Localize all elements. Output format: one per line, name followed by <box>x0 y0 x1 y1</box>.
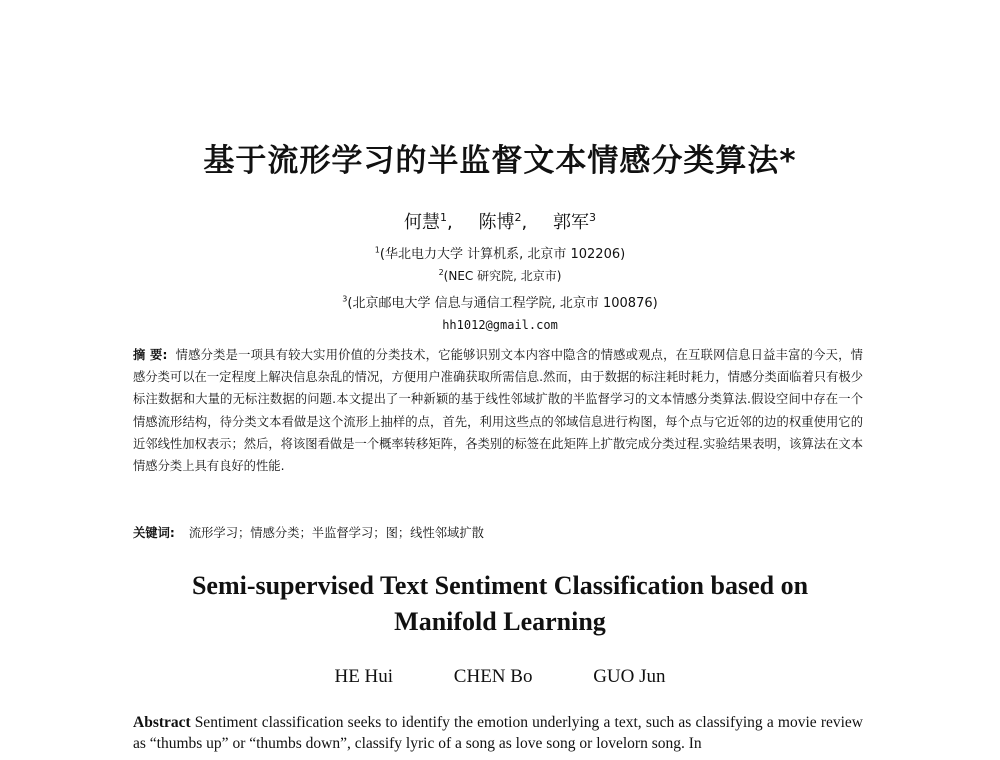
author-name: 郭军 <box>552 212 589 233</box>
abstract-chinese <box>133 344 863 477</box>
title-line: Manifold Learning <box>394 607 606 636</box>
affiliation-mark: 2 <box>438 268 444 277</box>
affiliation-mark: 3 <box>342 294 348 304</box>
abstract-text: Sentiment classification seeks to identify the emotion underlying a text, such as classifying a movie review as “thumbs up” or “thumbs down”, classify lyric of a song as love song or lovelorn song. In <box>133 714 863 752</box>
author-english: HE Hui <box>334 666 394 687</box>
author-affiliation-mark: 1 <box>440 211 448 224</box>
abstract-label: 摘 要: <box>133 348 168 362</box>
affiliation-text: (NEC 研究院, 北京市) <box>443 269 562 283</box>
abstract-label: Abstract <box>133 714 191 731</box>
abstract-english <box>133 712 863 754</box>
affiliation-text: (华北电力大学 计算机系, 北京市 102206) <box>379 247 626 262</box>
author-list-english <box>0 666 1000 688</box>
author-chinese <box>553 212 596 233</box>
keywords-label: 关键词: <box>133 526 175 540</box>
affiliation-text: (北京邮电大学 信息与通信工程学院, 北京市 100876) <box>347 296 658 311</box>
affiliation <box>0 292 1000 311</box>
author-chinese: 何慧$^1$, <box>404 211 453 233</box>
author-affiliation-mark: 3 <box>588 211 596 224</box>
author-name: 何慧 <box>404 212 441 233</box>
keywords-text: 流形学习；情感分类；半监督学习；图；线性邻域扩散 <box>188 526 484 540</box>
author-name: 陈博 <box>478 212 515 233</box>
author-english: GUO Jun <box>593 666 666 687</box>
author-chinese: 陈博$^2$, <box>478 211 528 233</box>
author-list-chinese <box>0 208 1000 234</box>
author-affiliation-mark: 2 <box>514 211 522 224</box>
author-english: CHEN Bo <box>453 666 533 687</box>
keywords-chinese <box>133 523 863 541</box>
paper-title-chinese: 基于流形学习的半监督文本情感分类算法* <box>203 143 797 179</box>
title-line: Semi-supervised Text Sentiment Classification based on <box>191 571 809 600</box>
affiliation-mark: 1 <box>374 245 380 255</box>
affiliation <box>0 267 1000 284</box>
paper-title-english <box>0 568 1000 640</box>
author-email: hh1012@gmail.com <box>442 318 558 332</box>
abstract-text: 情感分类是一项具有较大实用价值的分类技术，它能够识别文本内容中隐含的情感或观点，在互联网信息日益丰富的今天，情感分类可以在一定程度上解决信息杂乱的情况，方便用户准确获取所需信息.然而，由于数据的标注耗时耗力，情感分类面临着只有极少标注数据和大量的无标注数据的问题.本文提出了一种新颖的基于线性邻域扩散的半监督学习的文本情感分类算法.假设空间中存在一个情感流形结构，待分类文本看做是这个流形上抽样的点，首先，利用这些点的邻域信息进行构图，每个点与它近邻的边的权重使用它的近邻线性加权表示；然后，将该图看做是一个概率转移矩阵，各类别的标签在此矩阵上扩散完成分类过程.实验结果表明，该算法在文本情感分类上具有良好的性能. <box>133 348 863 474</box>
affiliation <box>0 243 1000 262</box>
